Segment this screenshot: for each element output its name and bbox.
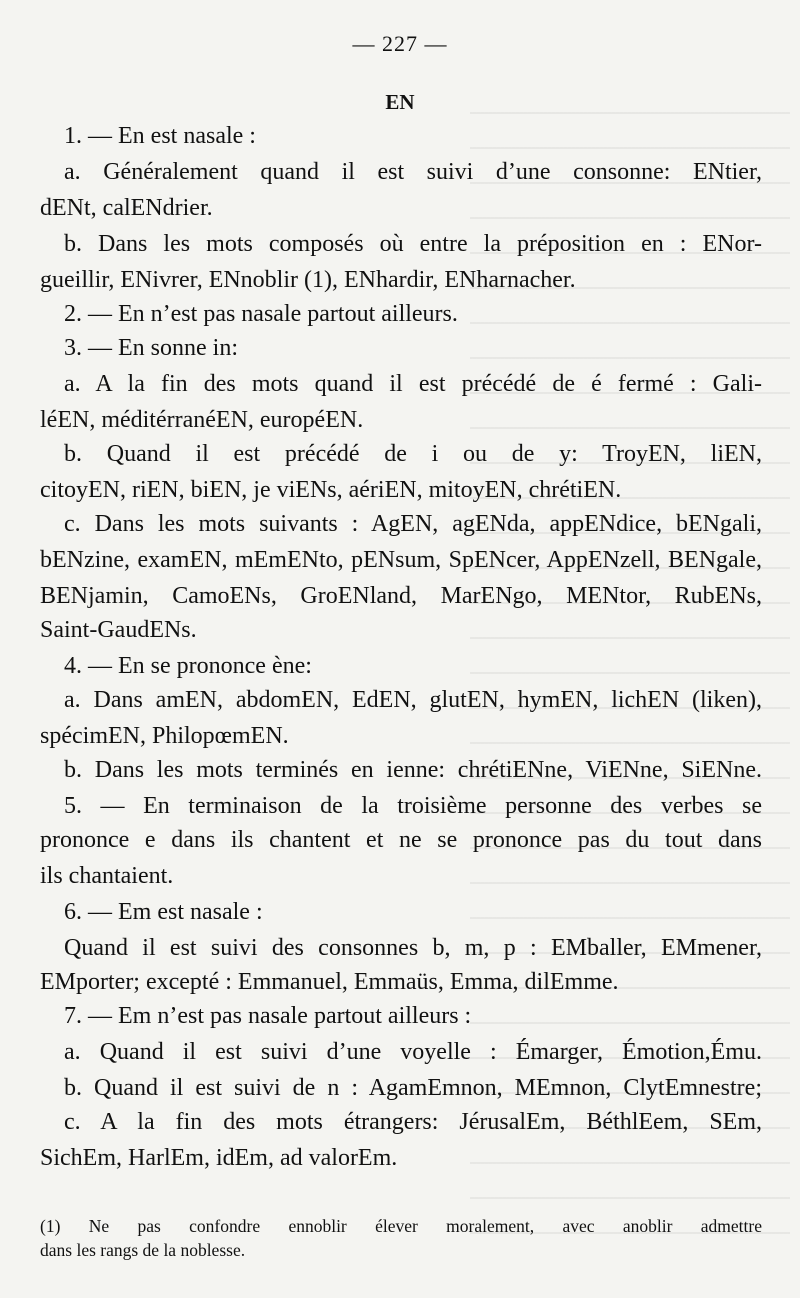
body-line: ils chantaient.: [40, 863, 174, 889]
footnote-line: (1) Ne pas confondre ennoblir élever moralement, avec anoblir admettre: [40, 1216, 762, 1236]
body-line: c. Dans les mots suivants : AgEN, agENda, appENdice, bENgali,: [64, 511, 762, 537]
body-line: bENzine, examEN, mEmENto, pENsum, SpENcer, AppENzell, BENgale,: [40, 547, 762, 573]
body-line: b. Dans les mots terminés en ienne: chrétiENne, ViENne, SiENne.: [64, 757, 762, 783]
footnote-line: dans les rangs de la noblesse.: [40, 1240, 246, 1260]
body-line: a. Généralement quand il est suivi d’une consonne: ENtier,: [64, 159, 762, 185]
body-line: BENjamin, CamoENs, GroENland, MarENgo, MENtor, RubENs,: [40, 583, 762, 609]
body-line: Saint-GaudENs.: [40, 617, 197, 643]
body-line: léEN, méditérranéEN, européEN.: [40, 407, 364, 433]
body-line: SichEm, HarlEm, idEm, ad valorEm.: [40, 1145, 398, 1171]
rule-heading-5: 5. — En terminaison de la troisième personne des verbes se: [64, 793, 762, 819]
body-line: a. A la fin des mots quand il est précédé de é fermé : Gali-: [64, 371, 762, 397]
body-line: dENt, calENdrier.: [40, 195, 213, 221]
rule-heading-6: 6. — Em est nasale :: [64, 899, 263, 925]
body-line: EMporter; excepté : Emmanuel, Emmaüs, Emma, dilEmme.: [40, 969, 619, 995]
body-line: citoyEN, riEN, biEN, je viENs, aériEN, mitoyEN, chrétiEN.: [40, 477, 622, 503]
rule-heading-4: 4. — En se prononce ène:: [64, 653, 312, 679]
body-line: c. A la fin des mots étrangers: JérusalEm, BéthlEem, SEm,: [64, 1109, 762, 1135]
body-line: spécimEN, PhilopœmEN.: [40, 723, 289, 749]
rule-heading-1: 1. — En est nasale :: [64, 123, 256, 149]
body-line: prononce e dans ils chantent et ne se prononce pas du tout dans: [40, 827, 762, 853]
body-line: gueillir, ENivrer, ENnoblir (1), ENhardir, ENharnacher.: [40, 267, 576, 293]
body-line: b. Quand il est précédé de i ou de y: TroyEN, liEN,: [64, 441, 762, 467]
body-line: Quand il est suivi des consonnes b, m, p : EMballer, EMmener,: [64, 935, 762, 961]
rule-heading-3: 3. — En sonne in:: [64, 335, 238, 361]
rule-heading-2: 2. — En n’est pas nasale partout ailleurs.: [64, 301, 458, 327]
body-line: a. Dans amEN, abdomEN, EdEN, glutEN, hymEN, lichEN (liken),: [64, 687, 762, 713]
page-number: — 227 —: [352, 31, 448, 56]
body-line: b. Quand il est suivi de n : AgamEmnon, MEmnon, ClytEmnestre;: [64, 1075, 762, 1101]
section-title: EN: [385, 90, 415, 114]
body-line: b. Dans les mots composés où entre la préposition en : ENor-: [64, 231, 762, 257]
body-line: a. Quand il est suivi d’une voyelle : Émarger, Émotion,Ému.: [64, 1039, 762, 1065]
rule-heading-7: 7. — Em n’est pas nasale partout ailleurs :: [64, 1003, 472, 1029]
